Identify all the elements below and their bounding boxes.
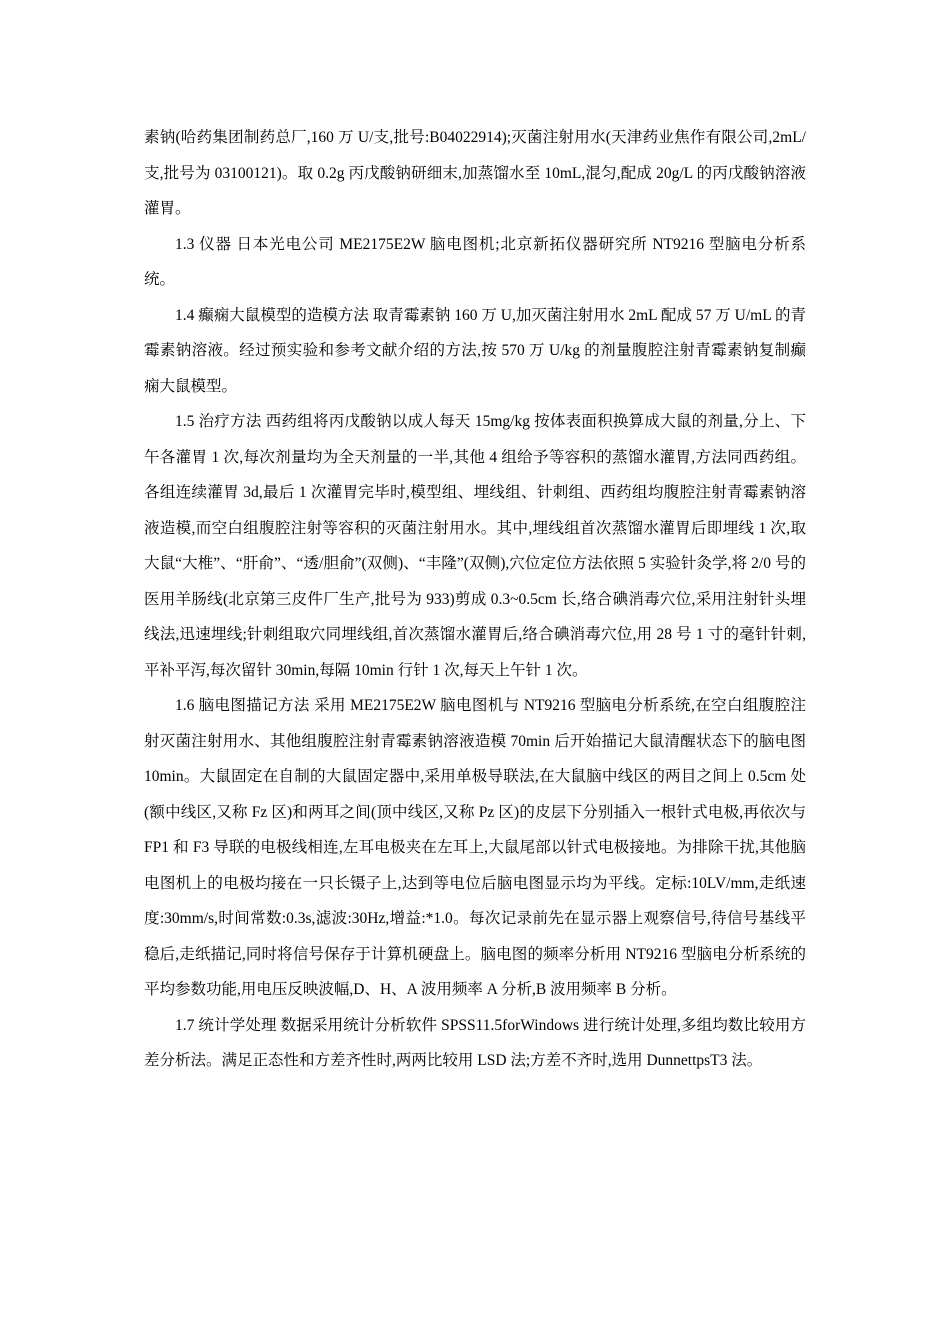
body-text (144, 120, 806, 1079)
paragraph-1-4-model-method: 1.4 癫痫大鼠模型的造模方法 取青霉素钠 160 万 U,加灭菌注射用水 2mL 配成 57 万 U/mL 的青霉素钠溶液。经过预实验和参考文献介绍的方法,按 570 万 U/kg 的剂量腹腔注射青霉素钠复制癫痫大鼠模型。 (144, 306, 806, 395)
paragraph-1-7-statistics: 1.7 统计学处理 数据采用统计分析软件 SPSS11.5forWindows 进行统计处理,多组均数比较用方差分析法。满足正态性和方差齐性时,两两比较用 LSD 法;方差不齐时,选用 DunnettpsT3 法。 (144, 1016, 806, 1069)
paragraph-1-5-treatment: 1.5 治疗方法 西药组将丙戊酸钠以成人每天 15mg/kg 按体表面积换算成大鼠的剂量,分上、下午各灌胃 1 次,每次剂量均为全天剂量的一半,其他 4 组给予等容积的蒸馏水灌胃,方法同西药组。各组连续灌胃 3d,最后 1 次灌胃完毕时,模型组、埋线组、针刺组、西药组均腹腔注射青霉素钠溶液造模,而空白组腹腔注射等容积的灭菌注射用水。其中,埋线组首次蒸馏水灌胃后即埋线 1 次,取大鼠“大椎”、“肝俞”、“透/胆俞”(双侧)、“丰隆”(双侧),穴位定位方法依照 5 实验针灸学,将 2/0 号的医用羊肠线(北京第三皮件厂生产,批号为 933)剪成 0.3~0.5cm 长,络合碘消毒穴位,采用注射针头埋线法,迅速埋线;针刺组取穴同埋线组,首次蒸馏水灌胃后,络合碘消毒穴位,用 28 号 1 寸的毫针针刺,平补平泻,每次留针 30min,每隔 10min 行针 1 次,每天上午针 1 次。 (144, 413, 806, 679)
paragraph-1-3-instruments: 1.3 仪器 日本光电公司 ME2175E2W 脑电图机;北京新拓仪器研究所 NT9216 型脑电分析系统。 (144, 235, 806, 288)
paragraph-1-6-eeg-method: 1.6 脑电图描记方法 采用 ME2175E2W 脑电图机与 NT9216 型脑电分析系统,在空白组腹腔注射灭菌注射用水、其他组腹腔注射青霉素钠溶液造模 70min 后开始描记大鼠清醒状态下的脑电图 10min。大鼠固定在自制的大鼠固定器中,采用单极导联法,在大鼠脑中线区的两目之间上 0.5cm 处(额中线区,又称 Fz 区)和两耳之间(顶中线区,又称 Pz 区)的皮层下分别插入一根针式电极,再依次与 FP1 和 F3 导联的电极线相连,左耳电极夹在左耳上,大鼠尾部以针式电极接地。为排除干扰,其他脑电图机上的电极均接在一只长镊子上,达到等电位后脑电图显示均为平线。定标:10LV/mm,走纸速度:30mm/s,时间常数:0.3s,滤波:30Hz,增益:*1.0。每次记录前先在显示器上观察信号,待信号基线平稳后,走纸描记,同时将信号保存于计算机硬盘上。脑电图的频率分析用 NT9216 型脑电分析系统的平均参数功能,用电压反映波幅,D、H、A 波用频率 A 分析,B 波用频率 B 分析。 (144, 697, 806, 998)
paragraph-reagents-continuation: 素钠(哈药集团制药总厂,160 万 U/支,批号:B04022914);灭菌注射用水(天津药业焦作有限公司,2mL/支,批号为 03100121)。取 0.2g 丙戊酸钠研细末,加蒸馏水至 10mL,混匀,配成 20g/L 的丙戊酸钠溶液灌胃。 (144, 129, 806, 217)
